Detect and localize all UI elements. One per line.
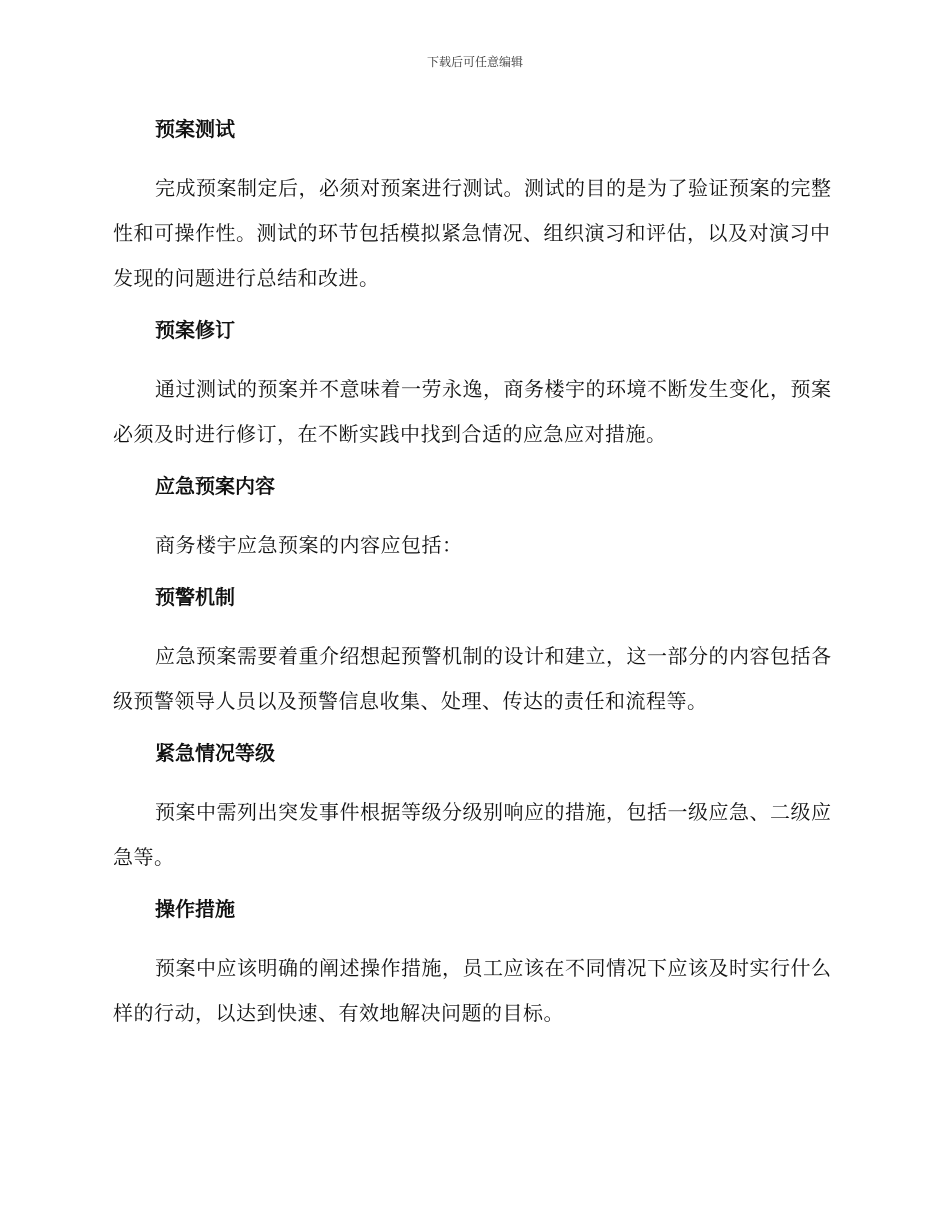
section-operation-measures <box>113 892 833 1036</box>
section-heading: 应急预案内容 <box>155 474 275 498</box>
document-body <box>113 112 833 1048</box>
page-header: 下载后可任意编辑 <box>426 55 523 69</box>
section-paragraph: 应急预案需要着重介绍想起预警机制的设计和建立，这一部分的内容包括各级预警领导人员以及预警信息收集、处理、传达的责任和流程等。 <box>113 644 832 713</box>
section-heading: 预案测试 <box>155 117 235 141</box>
section-plan-contents <box>113 469 833 568</box>
section-plan-revision <box>113 313 833 457</box>
section-heading: 操作措施 <box>155 897 235 921</box>
section-heading: 预案修订 <box>155 318 235 342</box>
section-paragraph: 商务楼宇应急预案的内容应包括： <box>155 533 463 557</box>
section-heading: 紧急情况等级 <box>155 741 275 765</box>
section-emergency-levels <box>113 736 833 880</box>
section-heading: 预警机制 <box>155 585 235 609</box>
section-paragraph: 预案中应该明确的阐述操作措施，员工应该在不同情况下应该及时实行什么样的行动，以达到快速、有效地解决问题的目标。 <box>113 956 832 1025</box>
section-paragraph: 完成预案制定后，必须对预案进行测试。测试的目的是为了验证预案的完整性和可操作性。测试的环节包括模拟紧急情况、组织演习和评估，以及对演习中发现的问题进行总结和改进。 <box>113 176 832 290</box>
section-plan-testing <box>113 112 833 301</box>
section-paragraph: 通过测试的预案并不意味着一劳永逸，商务楼宇的环境不断发生变化，预案必须及时进行修订，在不断实践中找到合适的应急应对措施。 <box>113 377 832 446</box>
section-warning-mechanism <box>113 580 833 724</box>
section-paragraph: 预案中需列出突发事件根据等级分级别响应的措施，包括一级应急、二级应急等。 <box>113 800 832 869</box>
